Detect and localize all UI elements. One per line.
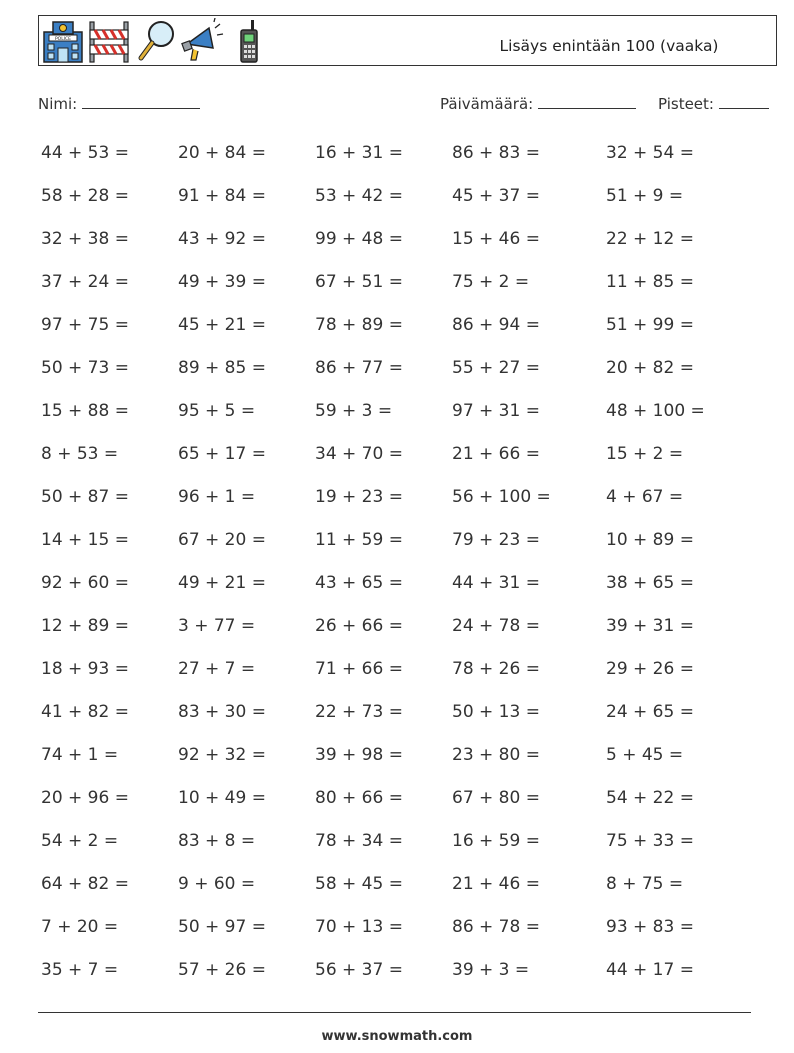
problem-item: 8 + 75 = (606, 874, 684, 894)
problem-row (0, 348, 794, 391)
problem-item: 21 + 46 = (452, 874, 540, 894)
problem-item: 56 + 100 = (452, 487, 551, 507)
problem-item: 75 + 33 = (606, 831, 694, 851)
problem-item: 56 + 37 = (315, 960, 403, 980)
problem-item: 92 + 32 = (178, 745, 266, 765)
problem-item: 20 + 96 = (41, 788, 129, 808)
problem-item: 50 + 73 = (41, 358, 129, 378)
problem-item: 97 + 31 = (452, 401, 540, 421)
problem-item: 37 + 24 = (41, 272, 129, 292)
problem-row (0, 434, 794, 477)
problem-item: 44 + 17 = (606, 960, 694, 980)
problem-item: 65 + 17 = (178, 444, 266, 464)
problem-item: 48 + 100 = (606, 401, 705, 421)
problem-item: 8 + 53 = (41, 444, 119, 464)
problem-item: 38 + 65 = (606, 573, 694, 593)
problem-item: 93 + 83 = (606, 917, 694, 937)
problem-item: 22 + 73 = (315, 702, 403, 722)
problem-item: 70 + 13 = (315, 917, 403, 937)
problem-item: 58 + 45 = (315, 874, 403, 894)
problem-item: 86 + 77 = (315, 358, 403, 378)
worksheet-title: Lisäys enintään 100 (vaaka) (499, 37, 719, 55)
problem-item: 16 + 31 = (315, 143, 403, 163)
problem-item: 74 + 1 = (41, 745, 119, 765)
problem-item: 44 + 53 = (41, 143, 129, 163)
problem-item: 53 + 42 = (315, 186, 403, 206)
problem-item: 99 + 48 = (315, 229, 403, 249)
svg-text:POLICE: POLICE (54, 37, 72, 42)
date-blank-line (538, 93, 636, 109)
problem-item: 23 + 80 = (452, 745, 540, 765)
problem-item: 39 + 31 = (606, 616, 694, 636)
problem-item: 43 + 92 = (178, 229, 266, 249)
problem-item: 51 + 9 = (606, 186, 684, 206)
problem-item: 4 + 67 = (606, 487, 684, 507)
problem-item: 83 + 8 = (178, 831, 256, 851)
problem-item: 51 + 99 = (606, 315, 694, 335)
problem-item: 35 + 7 = (41, 960, 119, 980)
header-box (38, 15, 777, 66)
problem-item: 55 + 27 = (452, 358, 540, 378)
problem-item: 10 + 89 = (606, 530, 694, 550)
problem-item: 79 + 23 = (452, 530, 540, 550)
problem-item: 14 + 15 = (41, 530, 129, 550)
magnifying-glass-icon (135, 18, 179, 64)
problem-item: 86 + 78 = (452, 917, 540, 937)
problem-item: 32 + 54 = (606, 143, 694, 163)
problem-item: 50 + 97 = (178, 917, 266, 937)
problem-item: 45 + 37 = (452, 186, 540, 206)
problem-row (0, 262, 794, 305)
problem-item: 49 + 39 = (178, 272, 266, 292)
footer-divider (38, 1012, 751, 1013)
problem-item: 29 + 26 = (606, 659, 694, 679)
name-field[interactable] (38, 93, 200, 113)
problem-item: 67 + 80 = (452, 788, 540, 808)
problem-item: 83 + 30 = (178, 702, 266, 722)
problem-row (0, 477, 794, 520)
problem-row (0, 907, 794, 950)
problem-item: 71 + 66 = (315, 659, 403, 679)
problem-item: 10 + 49 = (178, 788, 266, 808)
problem-row (0, 176, 794, 219)
problem-item: 67 + 51 = (315, 272, 403, 292)
problem-item: 15 + 2 = (606, 444, 684, 464)
problem-item: 15 + 88 = (41, 401, 129, 421)
problem-item: 9 + 60 = (178, 874, 256, 894)
date-label: Päivämäärä: (440, 95, 534, 113)
problem-item: 22 + 12 = (606, 229, 694, 249)
problem-item: 44 + 31 = (452, 573, 540, 593)
problem-item: 11 + 85 = (606, 272, 694, 292)
problem-item: 39 + 3 = (452, 960, 530, 980)
problem-item: 19 + 23 = (315, 487, 403, 507)
problem-item: 86 + 83 = (452, 143, 540, 163)
name-label: Nimi: (38, 95, 78, 113)
problem-item: 7 + 20 = (41, 917, 119, 937)
problem-row (0, 520, 794, 563)
problem-item: 12 + 89 = (41, 616, 129, 636)
problem-item: 3 + 77 = (178, 616, 256, 636)
date-field[interactable] (440, 93, 636, 113)
police-station-icon (41, 18, 85, 64)
problem-item: 26 + 66 = (315, 616, 403, 636)
problem-item: 15 + 46 = (452, 229, 540, 249)
problem-item: 95 + 5 = (178, 401, 256, 421)
problem-item: 16 + 59 = (452, 831, 540, 851)
problem-row (0, 606, 794, 649)
problem-item: 20 + 84 = (178, 143, 266, 163)
problem-item: 64 + 82 = (41, 874, 129, 894)
problem-item: 96 + 1 = (178, 487, 256, 507)
problem-item: 54 + 2 = (41, 831, 119, 851)
problem-row (0, 735, 794, 778)
problem-row (0, 950, 794, 993)
problem-row (0, 305, 794, 348)
problem-row (0, 133, 794, 176)
problem-item: 78 + 26 = (452, 659, 540, 679)
problem-item: 43 + 65 = (315, 573, 403, 593)
problem-item: 59 + 3 = (315, 401, 393, 421)
problem-item: 18 + 93 = (41, 659, 129, 679)
walkie-talkie-icon (227, 18, 271, 64)
problem-row (0, 563, 794, 606)
problem-item: 34 + 70 = (315, 444, 403, 464)
problem-item: 50 + 87 = (41, 487, 129, 507)
problem-row (0, 821, 794, 864)
problem-row (0, 864, 794, 907)
score-field[interactable] (658, 93, 769, 113)
problem-item: 78 + 89 = (315, 315, 403, 335)
problem-row (0, 219, 794, 262)
problem-item: 92 + 60 = (41, 573, 129, 593)
problem-item: 11 + 59 = (315, 530, 403, 550)
problem-row (0, 692, 794, 735)
score-blank-line (719, 93, 769, 109)
problem-item: 89 + 85 = (178, 358, 266, 378)
problem-item: 75 + 2 = (452, 272, 530, 292)
problem-row (0, 778, 794, 821)
problem-item: 50 + 13 = (452, 702, 540, 722)
problem-item: 57 + 26 = (178, 960, 266, 980)
problem-item: 86 + 94 = (452, 315, 540, 335)
footer-url: www.snowmath.com (321, 1029, 473, 1044)
name-blank-line (82, 93, 200, 109)
problem-item: 54 + 22 = (606, 788, 694, 808)
problem-item: 80 + 66 = (315, 788, 403, 808)
problem-item: 67 + 20 = (178, 530, 266, 550)
problem-item: 58 + 28 = (41, 186, 129, 206)
road-barrier-icon (87, 18, 131, 64)
megaphone-icon (181, 18, 225, 64)
problem-item: 45 + 21 = (178, 315, 266, 335)
problem-item: 39 + 98 = (315, 745, 403, 765)
problem-item: 5 + 45 = (606, 745, 684, 765)
problem-item: 78 + 34 = (315, 831, 403, 851)
problem-item: 21 + 66 = (452, 444, 540, 464)
problem-item: 24 + 65 = (606, 702, 694, 722)
problem-item: 41 + 82 = (41, 702, 129, 722)
problem-row (0, 391, 794, 434)
problem-item: 27 + 7 = (178, 659, 256, 679)
problem-item: 97 + 75 = (41, 315, 129, 335)
problem-row (0, 649, 794, 692)
problem-item: 24 + 78 = (452, 616, 540, 636)
problem-item: 20 + 82 = (606, 358, 694, 378)
score-label: Pisteet: (658, 95, 714, 113)
problem-item: 49 + 21 = (178, 573, 266, 593)
problem-item: 32 + 38 = (41, 229, 129, 249)
problem-item: 91 + 84 = (178, 186, 266, 206)
